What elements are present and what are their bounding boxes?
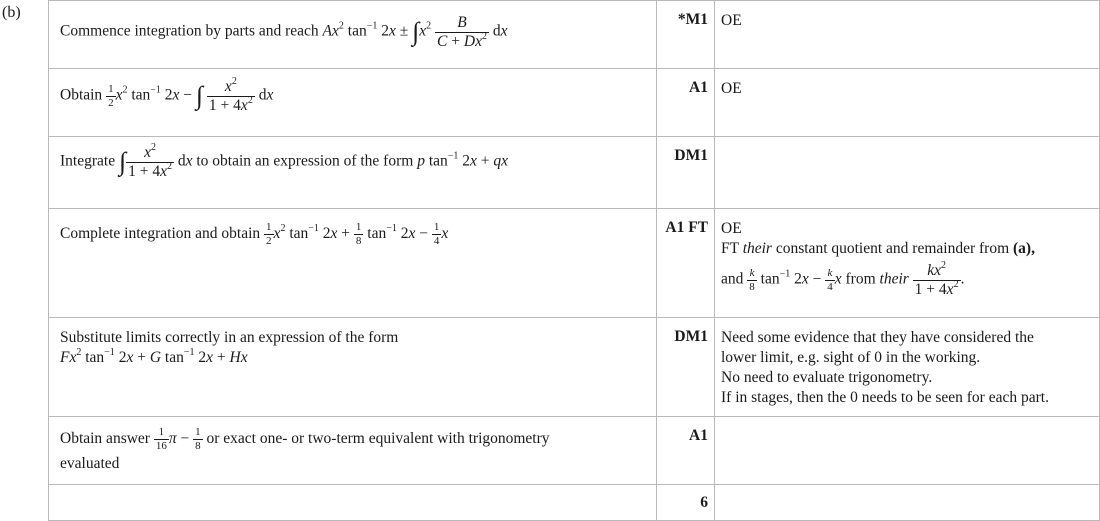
step-text: Integrate (60, 152, 116, 170)
step-cell: Integrate ∫ $\frac{x^2}{1 + 4x^2}$ dx to obtain an expression of the form p $\tan^{-1} 2x$ + qx (49, 137, 657, 209)
table-row (49, 137, 1100, 209)
note-line: OE (721, 220, 742, 237)
notes-cell (715, 69, 1100, 137)
notes-cell (715, 1, 1100, 69)
step-text: evaluated (60, 455, 120, 472)
mark: A1 FT (665, 219, 708, 236)
total-marks: 6 (700, 493, 708, 511)
note-line: No need to evaluate trigonometry. (721, 369, 933, 386)
note-line: and $\frac{k}{8}$ $\tan^{-1} 2x$ − $\frac{k}{4}$ x from their $\frac{kx^2}{1 + 4x^2}$ . (721, 260, 965, 298)
step-text: Substitute limits correctly in an expression of the form (60, 329, 399, 346)
mark-cell (657, 69, 715, 137)
mark-scheme-table (48, 0, 1100, 521)
mark-cell (657, 209, 715, 318)
total-row (49, 485, 1100, 521)
notes-cell (715, 318, 1100, 417)
step-text: Fx$^2$ $\tan^{-1} 2x + G$ $\tan^{-1} 2x + Hx$ (60, 347, 248, 366)
mark: A1 (689, 427, 708, 444)
mark-cell (657, 318, 715, 417)
step-cell (49, 318, 657, 417)
step-cell: Complete integration and obtain $\frac{1}{2}$ $x^2$ $\tan^{-1} 2x$ + $\frac{1}{8}$ $\tan^{-1} 2x$ − $\frac{1}{4}$ x (49, 209, 657, 318)
mark: *M1 (677, 11, 708, 28)
notes-cell (715, 209, 1100, 318)
step-cell: Obtain $\frac{1}{2}$ $x^2$ $\tan^{-1} 2x$ − ∫ $\frac{x^2}{1 + 4x^2}$ dx (49, 69, 657, 137)
mark-cell (657, 417, 715, 485)
step-text: Complete integration and obtain (60, 225, 261, 243)
table-row (49, 318, 1100, 417)
notes-cell (715, 417, 1100, 485)
step-cell: Commence integration by parts and reach Ax$^2$ $\tan^{-1} 2x \pm \int x^2$ $\frac{B}{C + Dx^2}$ dx (49, 1, 657, 69)
note-line: OE (721, 12, 742, 29)
note-line: FT their constant quotient and remainder from (a), (721, 240, 1035, 257)
note-line: Need some evidence that they have considered the (721, 329, 1034, 346)
table-row (49, 1, 1100, 69)
mark-cell (657, 137, 715, 209)
note-line: lower limit, e.g. sight of 0 in the working. (721, 349, 981, 366)
step-text: Commence integration by parts and reach (60, 22, 319, 40)
note-line: OE (721, 80, 742, 97)
mark: DM1 (674, 328, 708, 345)
step-cell (49, 417, 657, 485)
mark: A1 (689, 79, 708, 96)
table-row (49, 69, 1100, 137)
note-line: If in stages, then the 0 needs to be seen for each part. (721, 389, 1049, 406)
table-row (49, 417, 1100, 485)
total-cell (657, 485, 715, 521)
mark-cell (657, 1, 715, 69)
part-label: (b) (2, 4, 21, 21)
table-row (49, 209, 1100, 318)
step-text: to obtain an expression of the form (196, 152, 414, 170)
step-text: Obtain (60, 86, 103, 104)
mark: DM1 (674, 147, 708, 164)
step-text: Obtain answer $\frac{1}{16}$ π − $\frac{1}{8}$ or exact one- or two-term equivalent with trigonometry (60, 426, 550, 452)
step-cell (49, 485, 657, 521)
notes-cell (715, 137, 1100, 209)
notes-cell (715, 485, 1100, 521)
